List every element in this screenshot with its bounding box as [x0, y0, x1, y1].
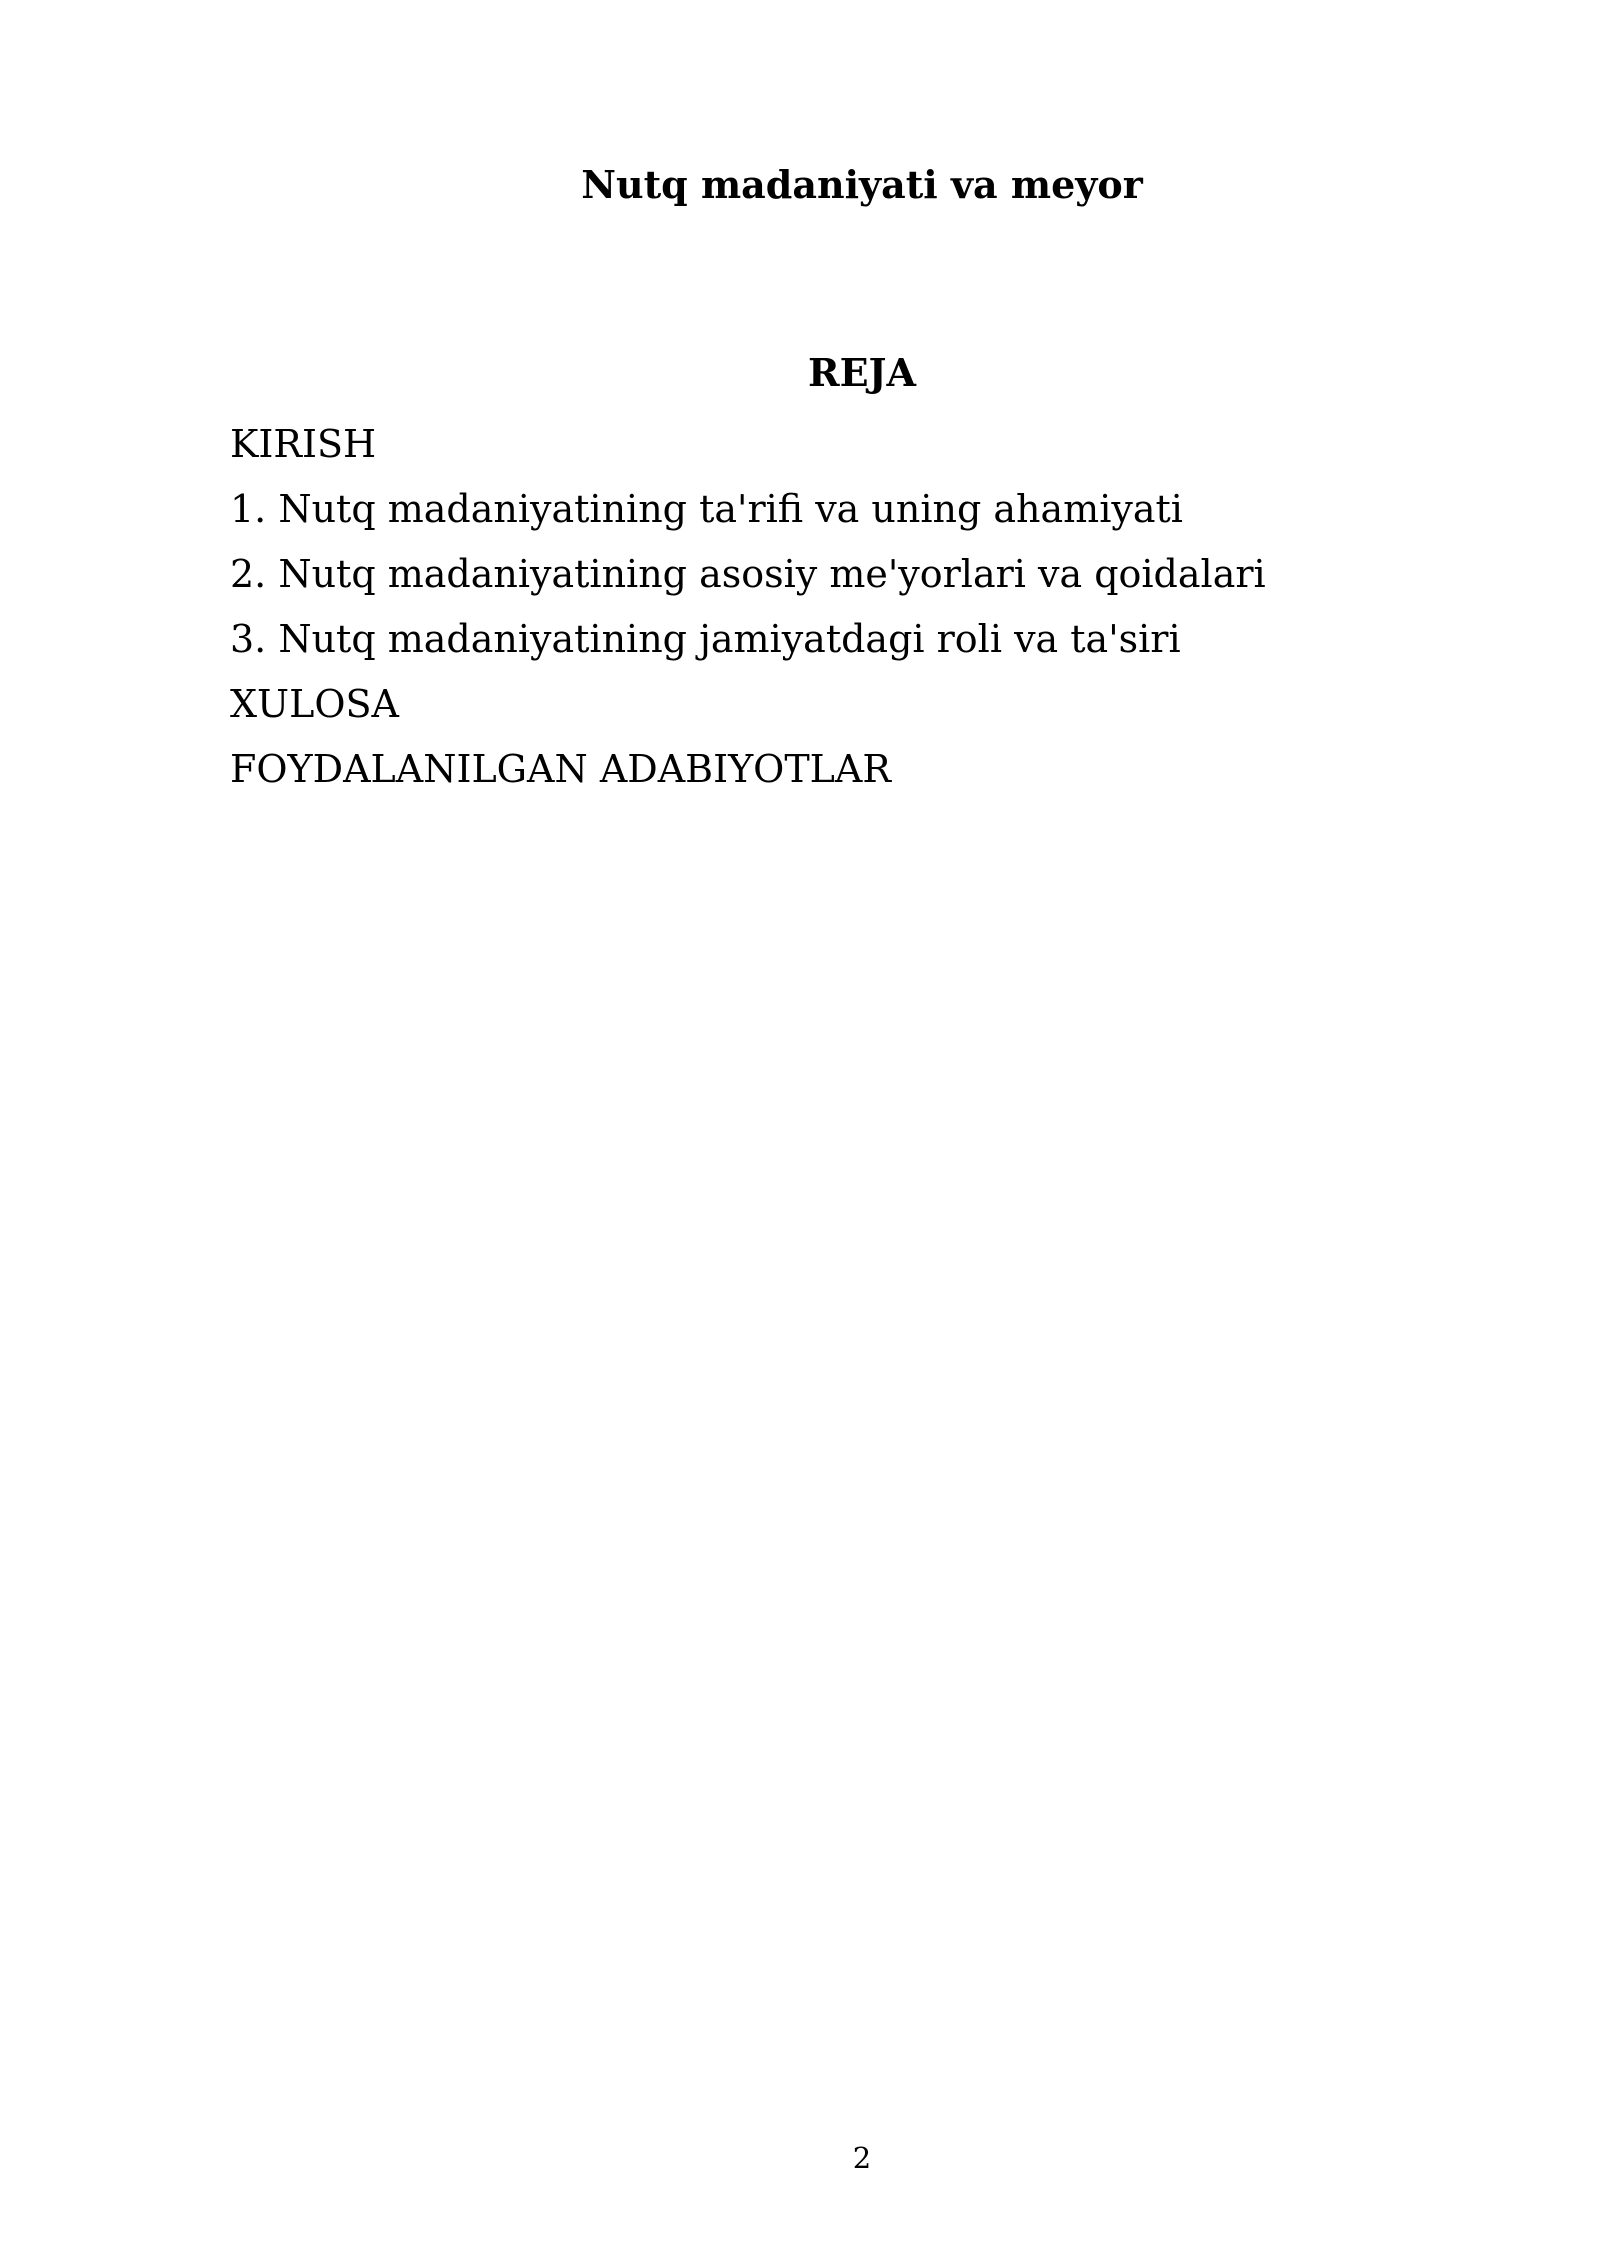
- plan-item-references: FOYDALANILGAN ADABIYOTLAR: [230, 747, 891, 791]
- page-number: 2: [852, 2141, 872, 2175]
- plan-list: [230, 412, 1430, 802]
- plan-item-2: 2. Nutq madaniyatining asosiy me'yorlari va qoidalari: [230, 552, 1266, 596]
- plan-item-1: 1. Nutq madaniyatining ta'rifi va uning ahamiyati: [230, 487, 1183, 531]
- plan-heading: REJA: [807, 350, 916, 395]
- plan-item-conclusion: XULOSA: [230, 682, 399, 726]
- plan-item-3: 3. Nutq madaniyatining jamiyatdagi roli va ta'siri: [230, 617, 1181, 661]
- plan-item-introduction: KIRISH: [230, 422, 377, 466]
- document-title: Nutq madaniyati va meyor: [581, 162, 1143, 207]
